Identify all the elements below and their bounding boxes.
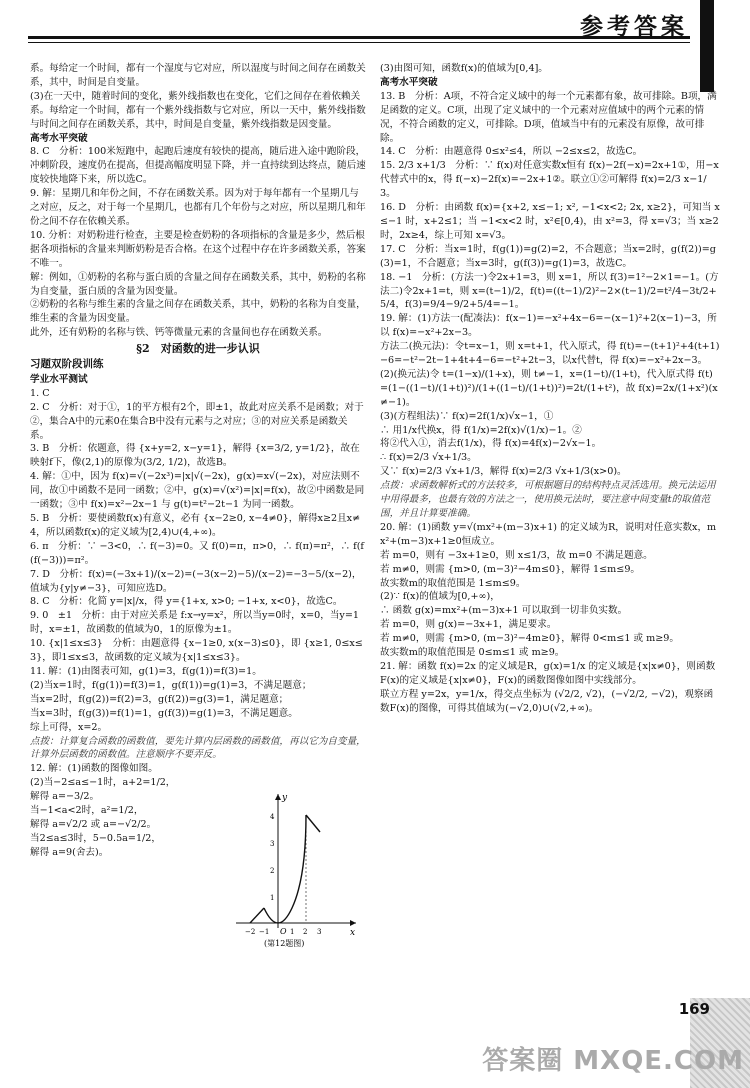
answer-paragraph: 3. B 分析：依题意，得 {x+y=2, x−y=1}，解得 {x=3/2, y=1/2}，故在映射f下，像(2,1)的原像为(3/2, 1/2)，故选B。 bbox=[30, 443, 360, 469]
answer-paragraph: 系。每给定一个时间，都有一个湿度与它对应，所以湿度与时间之间存在函数关系，其中，时间是自变量。 bbox=[30, 63, 366, 88]
answer-paragraph: 19. 解：(1)方法一(配凑法)：f(x−1)=−x²+4x−6=−(x−1)²+2(x−1)−3，所以 f(x)=−x²+2x−3。 bbox=[380, 313, 717, 339]
answer-paragraph: (3)由图可知，函数f(x)的值域为[0,4]。 bbox=[380, 63, 548, 74]
answer-paragraph: 10. 分析：对奶粉进行检查，主要是检查奶粉的各项指标的含量是多少，然后根据各项指标的含量来判断奶粉是否合格。在这个过程中存在许多函数关系，答案不唯一。 bbox=[30, 229, 366, 269]
answer-paragraph: 10. {x|1≤x≤3} 分析：由题意得 {x−1≥0, x(x−3)≤0}，即 {x≥1, 0≤x≤3}，即1≤x≤3，故函数的定义域为{x|1≤x≤3}。 bbox=[30, 638, 363, 664]
page-title: 参考答案 bbox=[580, 13, 688, 40]
answer-paragraph: 解：例如，①奶粉的名称与蛋白质的含量之间存在函数关系，其中，奶粉的名称为自变量，蛋白质的含量为因变量。 bbox=[30, 271, 366, 297]
answer-paragraph: 18. −1 分析：(方法一)令2x+1=3，则 x=1，所以 f(3)=1²−2×1=−1。(方法二)令2x+1=t，则 x=(t−1)/2，f(t)=((t−1)/2)²−2×(t−1)/2=t²/4−3t/2+5/4，f(3)=9/4−9/2+5/4=−1。 bbox=[380, 271, 719, 311]
answer-paragraph: ②奶粉的名称与维生素的含量之间存在函数关系，其中，奶粉的名称为自变量，维生素的含量为因变量。 bbox=[30, 299, 366, 325]
answer-paragraph: 当2≤a≤3时，5−0.5a=1/2， bbox=[30, 832, 161, 844]
answer-paragraph: (3)(方程组法)∵ f(x)=2f(1/x)√x−1，① bbox=[380, 410, 554, 422]
tick-label: −2 bbox=[245, 928, 256, 936]
answer-paragraph: 4. 解：①中，因为 f(x)=√(−2x³)=|x|√(−2x)，g(x)=x√(−2x)，对应法则不同，故①中函数不是同一函数；②中，g(x)=√(x²)=|x|=f(x)，故②中函数是同一函数；③中 f(x)=x²−2x−1 与 g(t)=t²−2t−1 为同一函数。 bbox=[30, 471, 365, 511]
subheading: 习题双阶段训练 bbox=[30, 358, 104, 371]
x-label: x bbox=[350, 928, 356, 938]
watermark: 答案圈 MXQE.COM bbox=[482, 1046, 744, 1076]
answer-paragraph: 9. 解：星期几和年份之间，不存在函数关系。因为对于每年都有一个星期几与之对应，反之，对于每一个星期几，也都有几个年份与之对应，所以星期几和年份之间不存在依赖关系。 bbox=[30, 188, 366, 227]
answer-paragraph: 若 m=0，则 g(x)=−3x+1，满足要求。 bbox=[380, 619, 557, 631]
ytick-label: 1 bbox=[270, 894, 275, 902]
graph-segment-decreasing bbox=[306, 815, 320, 832]
answer-paragraph: 当x=2时，f(g(2))=f(2)=3，g(f(2))=g(3)=1，满足题意； bbox=[30, 693, 289, 705]
answer-paragraph: 解得 a=−3/2。 bbox=[30, 791, 100, 803]
answer-paragraph: 1. C bbox=[30, 387, 50, 399]
page-number: 169 bbox=[678, 1000, 710, 1018]
answer-paragraph: 综上可得，x=2。 bbox=[30, 721, 108, 733]
answer-paragraph: 解得 a=√2/2 或 a=−√2/2。 bbox=[30, 818, 157, 830]
answer-paragraph: ∴ 用1/x代换x，得 f(1/x)=2f(x)√(1/x)−1。② bbox=[380, 424, 582, 436]
note-paragraph: 点拨：计算复合函数的函数值，要先计算内层函数的函数值，再以它为自变量，计算外层函数的函数值。注意顺序不要弄反。 bbox=[30, 735, 366, 761]
y-axis-arrow bbox=[275, 794, 281, 800]
answer-paragraph: (2)当x=1时，f(g(1))=f(3)=1，g(f(1))=g(1)=3，不满足题意； bbox=[30, 679, 312, 691]
answer-paragraph: 若 m≠0，则需 {m>0, (m−3)²−4m≤0}，解得 1≤m≤9。 bbox=[380, 563, 641, 575]
answer-paragraph: 7. D 分析：f(x)=(−3x+1)/(x−2)=(−3(x−2)−5)/(x−2)=−3−5/(x−2)，值域为{y|y≠−3}，可知应选D。 bbox=[30, 568, 362, 594]
subheading: 高考水平突破 bbox=[380, 76, 438, 88]
answer-paragraph: 解得 a=9(舍去)。 bbox=[30, 846, 109, 858]
answer-paragraph: (3)在一天中，随着时间的变化，紫外线指数也在变化，它们之间存在着依赖关系。每给定一个时间，都有一个紫外线指数与它对应，所以一天中，紫外线指数与时间之间存在函数关系，其中，时间是自变量，紫外线指数是因变量。 bbox=[30, 90, 366, 130]
graph-caption: (第12题图) bbox=[264, 939, 305, 948]
ytick-label: 3 bbox=[270, 840, 275, 848]
right-column bbox=[380, 62, 720, 716]
answer-paragraph: 5. B 分析：要使函数f(x)有意义，必有 {x−2≥0, x−4≠0}，解得x≥2且x≠4，所以函数f(x)的定义域为[2,4)∪(4,+∞)。 bbox=[30, 513, 361, 538]
page-header bbox=[0, 0, 750, 70]
function-graph bbox=[230, 788, 360, 948]
section-title: §2 对函数的进一步认识 bbox=[136, 342, 260, 356]
answer-paragraph: ∴ f(x)=2/3 √x+1/3。 bbox=[380, 452, 477, 464]
answer-paragraph: 17. C 分析：当x=1时，f(g(1))=g(2)=2，不合题意；当x=2时，g(f(2))=g(3)=1，不合题意；当x=3时，g(f(3))=g(1)=3，故选C。 bbox=[380, 243, 716, 269]
answer-paragraph: 若 m=0，则有 −3x+1≥0，则 x≤1/3，故 m=0 不满足题意。 bbox=[380, 549, 653, 561]
answer-paragraph: 8. C 分析：化简 y=|x|/x，得 y={1+x, x>0; −1+x, x<0}，故选C。 bbox=[30, 596, 343, 608]
answer-paragraph: 联立方程 y=2x，y=1/x，得交点坐标为 (√2/2, √2)，(−√2/2, −√2)，观察函数F(x)的图像，可得其值域为(−√2,0)∪(√2,+∞)。 bbox=[380, 688, 714, 714]
answer-paragraph: 11. 解：(1)由图表可知，g(1)=3，f(g(1))=f(3)=1。 bbox=[30, 665, 262, 677]
answer-paragraph: 20. 解：(1)函数 y=√(mx²+(m−3)x+1) 的定义域为R，说明对任意实数x，mx²+(m−3)x+1≥0恒成立。 bbox=[380, 521, 717, 547]
answer-paragraph: 6. π 分析：∵ −3<0，∴ f(−3)=0。又 f(0)=π，π>0，∴ f(π)=π²，∴ f(f(f(−3)))=π²。 bbox=[30, 540, 364, 566]
answer-paragraph: (2)当−2≤a≤−1时，a+2=1/2， bbox=[30, 777, 176, 789]
answer-paragraph: 9. 0 ±1 分析：由于对应关系是 f:x→y=x²，所以当y=0时，x=0，当y=1时，x=±1，故函数的值域为0，1的原像为±1。 bbox=[30, 610, 359, 636]
answer-paragraph: 15. 2/3 x+1/3 分析：∵ f(x)对任意实数x恒有 f(x)−2f(−x)=2x+1①，用−x代替式中的x，得 f(−x)−2f(x)=−2x+1②。联立①②可解得 f(x)=2/3 x−1/3。 bbox=[380, 160, 719, 200]
ytick-label: 2 bbox=[270, 867, 275, 875]
answer-paragraph: 方法二(换元法)：令t=x−1，则 x=t+1，代入原式，得 f(t)=−(t+1)²+4(t+1)−6=−t²−2t−1+4t+4−6=−t²+2t−3，以x代替t，得 f(x)=−x²+2x−3。 bbox=[380, 341, 720, 367]
answer-paragraph: 14. C 分析：由题意得 0≤x²≤4，所以 −2≤x≤2，故选C。 bbox=[380, 146, 643, 158]
x-axis-arrow bbox=[350, 920, 356, 926]
y-label: y bbox=[282, 793, 288, 803]
answer-paragraph: 此外，还有奶粉的名称与铁、钙等微量元素的含量间也存在函数关系。 bbox=[30, 327, 328, 339]
subheading: 学业水平测试 bbox=[30, 373, 88, 385]
answer-paragraph: 2. C 分析：对于①，1的平方根有2个，即±1，故此对应关系不是函数；对于②，集合A中的元素0在集合B中没有元素与之对应；③的对应关系是函数关系。 bbox=[30, 401, 364, 441]
tick-label: 2 bbox=[303, 928, 308, 936]
origin-label: O bbox=[280, 927, 287, 936]
tick-label: 3 bbox=[317, 928, 322, 936]
graph-segment-linear bbox=[250, 908, 264, 923]
left-column bbox=[30, 62, 366, 860]
answer-paragraph: 当−1<a<2时，a²=1/2， bbox=[30, 805, 144, 817]
answer-paragraph: 13. B 分析：A项，不符合定义域中的每一个元素都有象，故可排除。B项，满足函数的定义。C项，出现了定义域中的一个元素对应值域中的两个元素的情况，不符合函数的定义，可排除。D项，值域当中有的元素没有原像，故可排除。 bbox=[380, 90, 717, 144]
answer-paragraph: 若 m≠0，则需 {m>0, (m−3)²−4m≥0}，解得 0<m≤1 或 m≥9。 bbox=[380, 633, 679, 645]
answer-paragraph: (2)(换元法)令 t=(1−x)/(1+x)，则 t≠−1，x=(1−t)/(1+t)，代入原式得 f(t)=(1−((1−t)/(1+t))²)/(1+((1−t)/(1+t))²)=2t/(1+t²)，故 f(x)=2x/(1+x²)(x≠−1)。 bbox=[380, 368, 718, 408]
answer-paragraph: 又∵ f(x)=2/3 √x+1/3，解得 f(x)=2/3 √x+1/3(x>0)。 bbox=[380, 466, 627, 478]
answer-paragraph: (2)∵ f(x)的值域为[0,+∞)， bbox=[380, 591, 500, 603]
tick-label: 1 bbox=[290, 928, 295, 936]
ytick-label: 4 bbox=[270, 813, 275, 821]
note-paragraph: 点拨：求函数解析式的方法较多，可根据题目的结构特点灵活选用。换元法运用中用得最多，也最有效的方法之一，使用换元法时，要注意中间变量t的取值范围，并且计算要准确。 bbox=[380, 480, 716, 519]
answer-paragraph: 21. 解：函数 f(x)=2x 的定义域是R，g(x)=1/x 的定义域是{x|x≠0}，则函数F(x)的定义域是{x|x≠0}，F(x)的函数图像如图中实线部分。 bbox=[380, 660, 716, 686]
answer-paragraph: ∴ 函数 g(x)=mx²+(m−3)x+1 可以取到一切非负实数。 bbox=[380, 605, 628, 617]
subheading: 高考水平突破 bbox=[30, 132, 88, 144]
tick-label: −1 bbox=[259, 928, 270, 936]
answer-paragraph: 故实数m的取值范围是 0≤m≤1 或 m≥9。 bbox=[380, 647, 565, 659]
answer-paragraph: 8. C 分析：100米短跑中，起跑后速度有较快的提高，随后进入途中跑阶段，冲刺阶段，速度仍在提高，但提高幅度明显下降，并一直持续到达终点，随后速度较快地降下来，所以选C。 bbox=[30, 146, 366, 186]
answer-paragraph: 16. D 分析：由函数 f(x)={x+2, x≤−1; x², −1<x<2; 2x, x≥2}，可知当 x≤−1 时，x+2≤1；当 −1<x<2 时，x²∈[0,4)，由 x²=3，得 x=√3；当 x≥2 时，2x≥4，综上可知 x=√3。 bbox=[380, 202, 720, 241]
header-rule-thin bbox=[28, 42, 690, 43]
answer-paragraph: 故实数m的取值范围是 1≤m≤9。 bbox=[380, 577, 526, 589]
answer-paragraph: 12. 解：(1)函数的图像如图。 bbox=[30, 763, 158, 775]
answer-paragraph: 将②代入①，消去f(1/x)，得 f(x)=4f(x)−2√x−1。 bbox=[380, 438, 602, 450]
answer-paragraph: 当x=3时，f(g(3))=f(1)=1，g(f(3))=g(1)=3，不满足题意。 bbox=[30, 707, 298, 719]
